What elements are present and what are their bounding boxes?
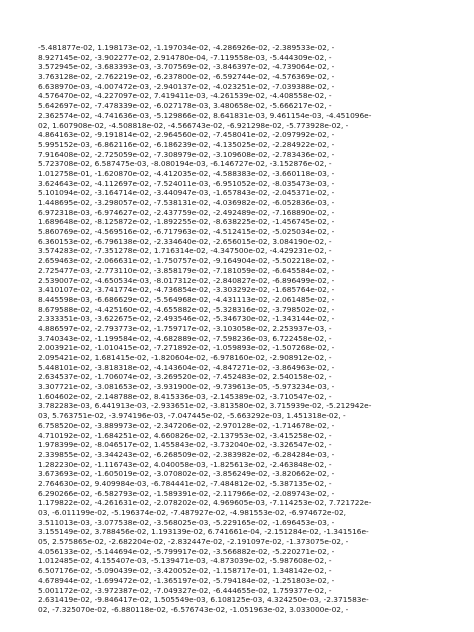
data-line: 7.916408e-02, -2.725059e-02, -7.308979e-02, -3.109608e-02, -2.783436e-02, - [38,149,335,159]
data-line: 4.678944e-02, -1.699472e-02, -1.365197e-02, -5.794184e-02, -1.251803e-02, - [38,575,335,585]
data-line: 6.638970e-03, -4.007472e-03, -2.940137e-02, -4.023251e-02, -7.039388e-02, - [38,81,335,91]
data-line: 3.511013e-03, -3.077538e-02, -3.568025e-03, -5.229165e-02, -1.696453e-03, - [38,517,335,527]
data-line: 3.782283e-03, 6.441913e-03, -2.933651e-02, -3.813580e-02, 3.715939e-02, -5.212942e- [38,401,372,411]
data-line: 03, -6.011199e-02, -5.196374e-02, -7.487927e-02, -4.981553e-02, -6.974672e-02, [38,508,346,517]
data-line: 2.339855e-02, -3.344243e-02, -6.268509e-02, -2.383982e-02, -6.284284e-03, - [38,449,335,459]
data-line: 2.333351e-03, -3.622675e-02, -2.493546e-02, -5.346730e-02, -1.343144e-02, - [38,314,335,324]
data-line: 03, 5.763751e-02, -3.974196e-03, -7.047445e-02, -5.663292e-03, 1.451318e-02, - [38,411,346,421]
data-line: 2.764630e-02, 9.409984e-03, -6.784441e-02, -7.484812e-02, -5.387135e-02, - [38,478,332,488]
data-line: 5.448101e-02, -3.818318e-02, -4.143604e-02, -4.847271e-02, -3.864963e-02, - [38,362,335,372]
data-line: 4.576470e-02, -4.227097e-02, 7.419411e-03, -4.261539e-02, -4.408558e-02, - [38,91,332,101]
data-line: 4.864163e-02, -9.191814e-02, -2.964560e-02, -7.458041e-02, -2.097992e-02, - [38,130,335,140]
data-line: 6.972318e-03, -6.974627e-02, -2.437759e-02, -2.492489e-02, -7.168890e-02, - [38,207,335,217]
data-line: 3.740343e-02, -1.199584e-02, -4.682889e-02, -7.598236e-03, 6.722458e-02, - [38,333,332,343]
data-line: 1.604602e-02, -2.148788e-02, 8.415336e-03, -2.145389e-02, -3.710547e-02, - [38,391,332,401]
data-line: 6.507176e-02, -5.090439e-02, -3.420052e-02, -1.158717e-01, 1.348142e-02, - [38,566,332,576]
data-line: 2.539007e-02, -4.650534e-03, -8.017312e-02, -2.840827e-02, -6.896499e-02, - [38,275,335,285]
data-line: 5.101094e-02, -3.164714e-02, -3.440947e-03, -1.657843e-02, -2.045371e-02, - [38,188,335,198]
data-line: 2.631419e-02, -9.846417e-02, 1.505549e-03, 6.108125e-03, 4.324250e-03, -2.371583e- [38,595,369,605]
data-line: 5.642697e-02, -7.478339e-02, -6.027178e-03, 3.480658e-02, -5.666217e-02, - [38,101,332,111]
data-line: 6.290266e-02, -6.582793e-02, -1.589391e-02, -2.117966e-02, -2.089743e-02, - [38,488,335,498]
data-line: 3.155149e-02, 3.788456e-02, 1.193139e-02, 6.741661e-04, -2.151284e-02, -1.341516e- [38,527,369,537]
data-line: 1.012485e-02, 4.155407e-03, -5.139471e-03, -4.873039e-02, -5.987608e-02, - [38,556,332,566]
data-line: 4.056133e-02, -5.144694e-02, -5.799917e-02, -3.566882e-02, -5.220271e-02, - [38,546,335,556]
data-line: 3.572945e-02, -3.683393e-03, -3.707569e-02, -3.846397e-02, -4.739064e-02, - [38,62,335,72]
data-line: 8.445598e-03, -6.686629e-02, -5.564968e-02, -4.431113e-02, -2.061485e-02, - [38,294,335,304]
data-line: 4.886597e-02, -2.793773e-02, -1.759717e-02, -3.103058e-02, 2.253937e-03, - [38,323,332,333]
data-line: 8.927145e-02, -3.902277e-02, 2.914780e-04, -7.119558e-03, -5.444309e-02, - [38,52,332,62]
data-line: 05, 2.575865e-02, -2.682204e-02, -2.832447e-02, -2.191097e-02, -1.373075e-02, - [38,537,349,547]
data-line: 2.634537e-02, -1.706074e-02, -3.269520e-02, -7.452483e-02, 2.540158e-02, - [38,372,332,382]
data-line: 5.860769e-02, -4.569516e-02, -6.717963e-02, -4.512415e-02, -5.025034e-02, - [38,227,335,237]
data-line: 5.001172e-02, -3.972387e-02, -7.049327e-02, -6.444655e-02, 1.759377e-02, - [38,585,332,595]
data-line: 1.282230e-02, -1.116743e-02, 4.040058e-03, -1.825613e-02, -2.463848e-02, - [38,459,332,469]
data-line: 2.362574e-02, -4.741636e-03, -5.129866e-02, 8.641831e-03, 9.461154e-03, -4.451096e- [38,110,372,120]
data-line: 2.095421e-02, 1.681415e-02, -1.820604e-02, -6.978160e-02, -2.908912e-02, - [38,353,332,362]
data-line: 5.995152e-03, -6.862116e-02, -6.186239e-02, -4.135025e-02, -2.284922e-02, - [38,139,335,149]
data-line: 6.758520e-02, -3.889973e-02, -2.347206e-02, -2.970128e-02, -1.714678e-02, - [38,420,335,430]
data-line: 1.978399e-02, -8.046517e-02, 1.455843e-02, -3.732040e-02, -3.326547e-02, - [38,440,332,450]
data-line: 5.723708e-02, 6.587475e-03, -8.080194e-03, -6.146727e-02, -3.152876e-02, - [38,159,332,169]
data-line: 3.307721e-02, -3.081653e-02, -3.931900e-02, -9.739613e-05, -5.973234e-03, - [38,382,335,392]
data-line: 3.763128e-02, -2.762219e-02, -6.237800e-02, -6.592744e-02, -4.576369e-02, - [38,72,335,82]
data-line: 1.179822e-02, -4.261631e-02, -2.078202e-02, 4.969605e-03, -7.114253e-02, 7.721722e- [38,498,372,508]
numeric-data-text [38,43,438,615]
data-line: 2.003921e-02, -1.010415e-02, -7.271892e-02, -1.059893e-02, -1.507268e-02, - [38,343,335,353]
data-line: 02, 1.607908e-02, -4.508818e-02, -4.566743e-02, -6.921298e-02, -5.773928e-02, - [38,120,349,130]
data-line: 4.710192e-02, -1.684251e-02, 4.660826e-02, -2.137953e-02, -3.415258e-02, - [38,430,332,440]
data-line: 1.689648e-02, -8.125872e-02, -1.892255e-02, -8.638225e-02, -1.456745e-02, - [38,217,335,227]
data-line: 2.659463e-02, -2.066631e-02, -1.750757e-02, -9.164904e-02, -5.502218e-02, - [38,256,335,266]
data-line: -5.481877e-02, 1.198173e-02, -1.197034e-02, -4.286926e-02, -2.389533e-02, - [38,43,335,52]
data-line: 2.725477e-03, -2.773110e-02, -3.858179e-02, -7.181059e-02, -6.645584e-02, - [38,265,335,275]
data-line: 6.360153e-02, -6.796138e-02, -2.334640e-02, -2.656015e-02, 3.084190e-02, - [38,236,332,246]
data-line: 1.012758e-01, -1.620870e-02, -4.412035e-02, -4.588383e-02, -3.660118e-03, - [38,168,335,178]
data-line: 1.448695e-02, -3.298057e-02, -7.538131e-02, -4.036982e-02, -6.052836e-03, - [38,198,335,207]
data-line: 8.679588e-02, -4.425160e-02, -4.655882e-02, -5.328316e-02, -3.798502e-02, - [38,304,335,314]
data-line: 3.574283e-02, -7.351278e-02, 1.716314e-02, -4.347500e-02, -4.429231e-02, - [38,246,332,256]
data-line: 3.410107e-02, -3.741774e-02, -4.736854e-02, -3.303292e-02, -1.685764e-02, - [38,285,335,295]
data-line: 3.624643e-02, -4.112697e-02, -7.524011e-03, -6.951052e-02, -8.035473e-03, - [38,178,335,188]
data-line: 3.673693e-02, -1.605019e-02, -3.070802e-02, -3.856249e-02, -3.820662e-02, - [38,469,335,479]
data-line: 02, -7.325070e-02, -6.880118e-02, -6.576743e-02, -1.051963e-02, 3.033000e-02, - [38,604,349,614]
